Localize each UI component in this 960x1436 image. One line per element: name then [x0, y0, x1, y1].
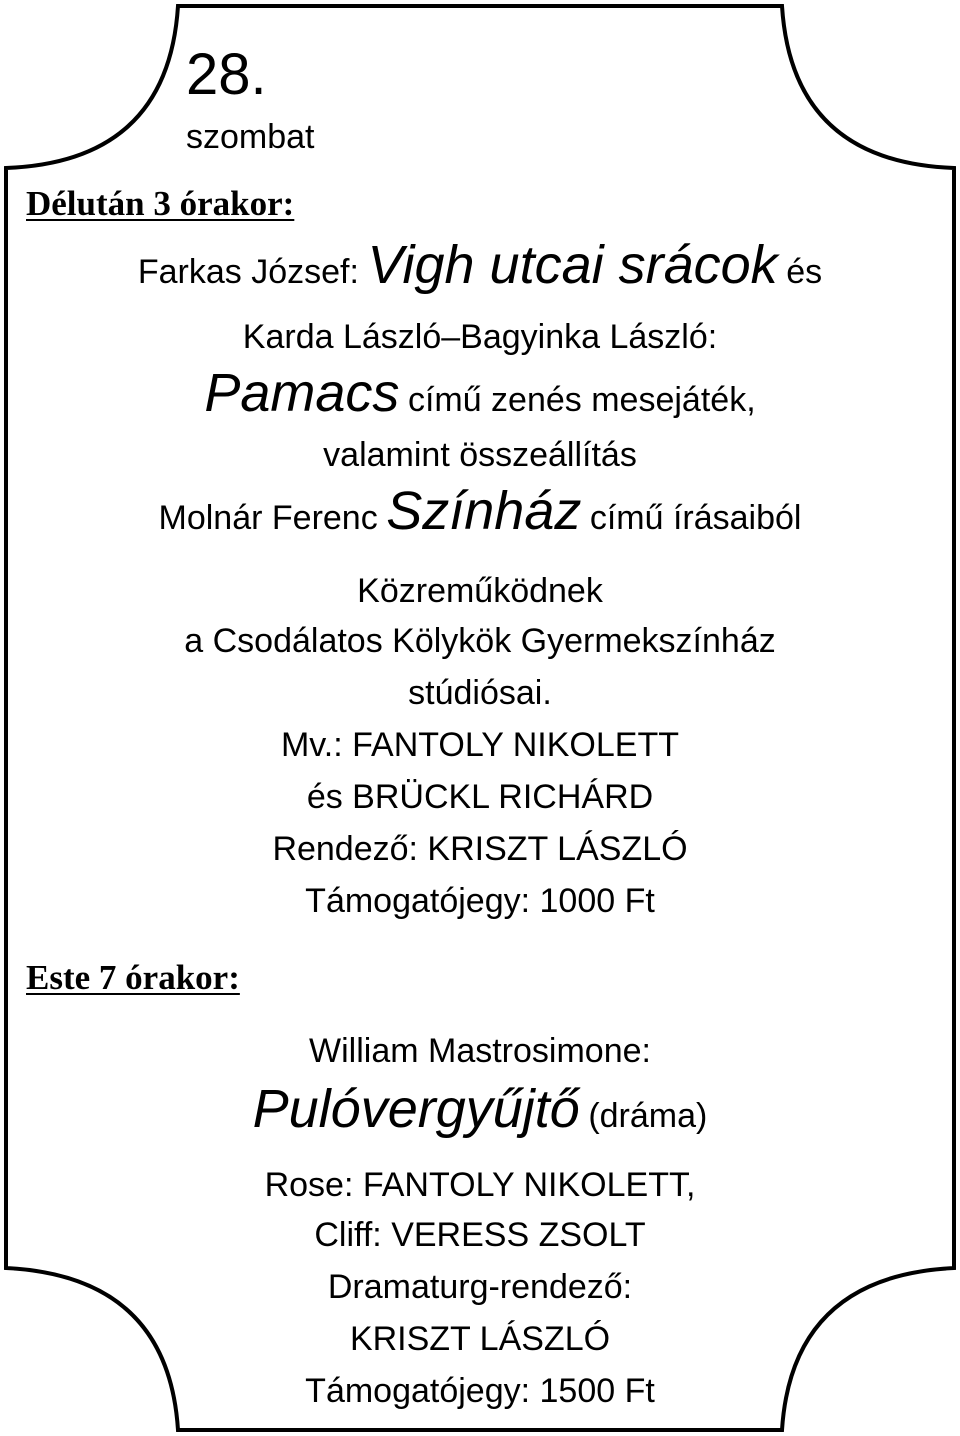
program-line: valamint összeállítás — [323, 436, 637, 474]
evening-heading: Este 7 órakor: — [26, 958, 240, 997]
program-line: Farkas József: Vigh utcai srácok és — [137, 235, 823, 295]
program-line: Karda László–Bagyinka László: — [242, 318, 718, 356]
program-line: Rose: FANTOLY NIKOLETT, — [264, 1166, 696, 1204]
program-line: Dramaturg-rendező: — [327, 1268, 633, 1306]
program-line: Molnár Ferenc Színház című írásaiból — [158, 481, 802, 541]
program-line: stúdiósai. — [408, 674, 552, 712]
program-line: a Csodálatos Kölykök Gyermekszínház — [184, 622, 776, 660]
ticket-price: Támogatójegy: 1500 Ft — [305, 1372, 655, 1410]
day-name: szombat — [186, 118, 315, 156]
program-line: Pulóvergyűjtő (dráma) — [252, 1079, 708, 1139]
program-line: Cliff: VERESS ZSOLT — [314, 1216, 646, 1254]
program-line: és BRÜCKL RICHÁRD — [306, 778, 654, 816]
day-number: 28. — [186, 42, 267, 107]
program-line: Közreműködnek — [357, 572, 603, 610]
program-line: Rendező: KRISZT LÁSZLÓ — [272, 830, 688, 868]
ticket-price: Támogatójegy: 1000 Ft — [305, 882, 655, 920]
program-line: KRISZT LÁSZLÓ — [349, 1320, 611, 1358]
program-line: Pamacs című zenés mesejáték, — [204, 363, 756, 423]
program-line: William Mastrosimone: — [309, 1032, 651, 1070]
afternoon-heading: Délután 3 órakor: — [26, 184, 295, 223]
program-line: Mv.: FANTOLY NIKOLETT — [280, 726, 679, 764]
